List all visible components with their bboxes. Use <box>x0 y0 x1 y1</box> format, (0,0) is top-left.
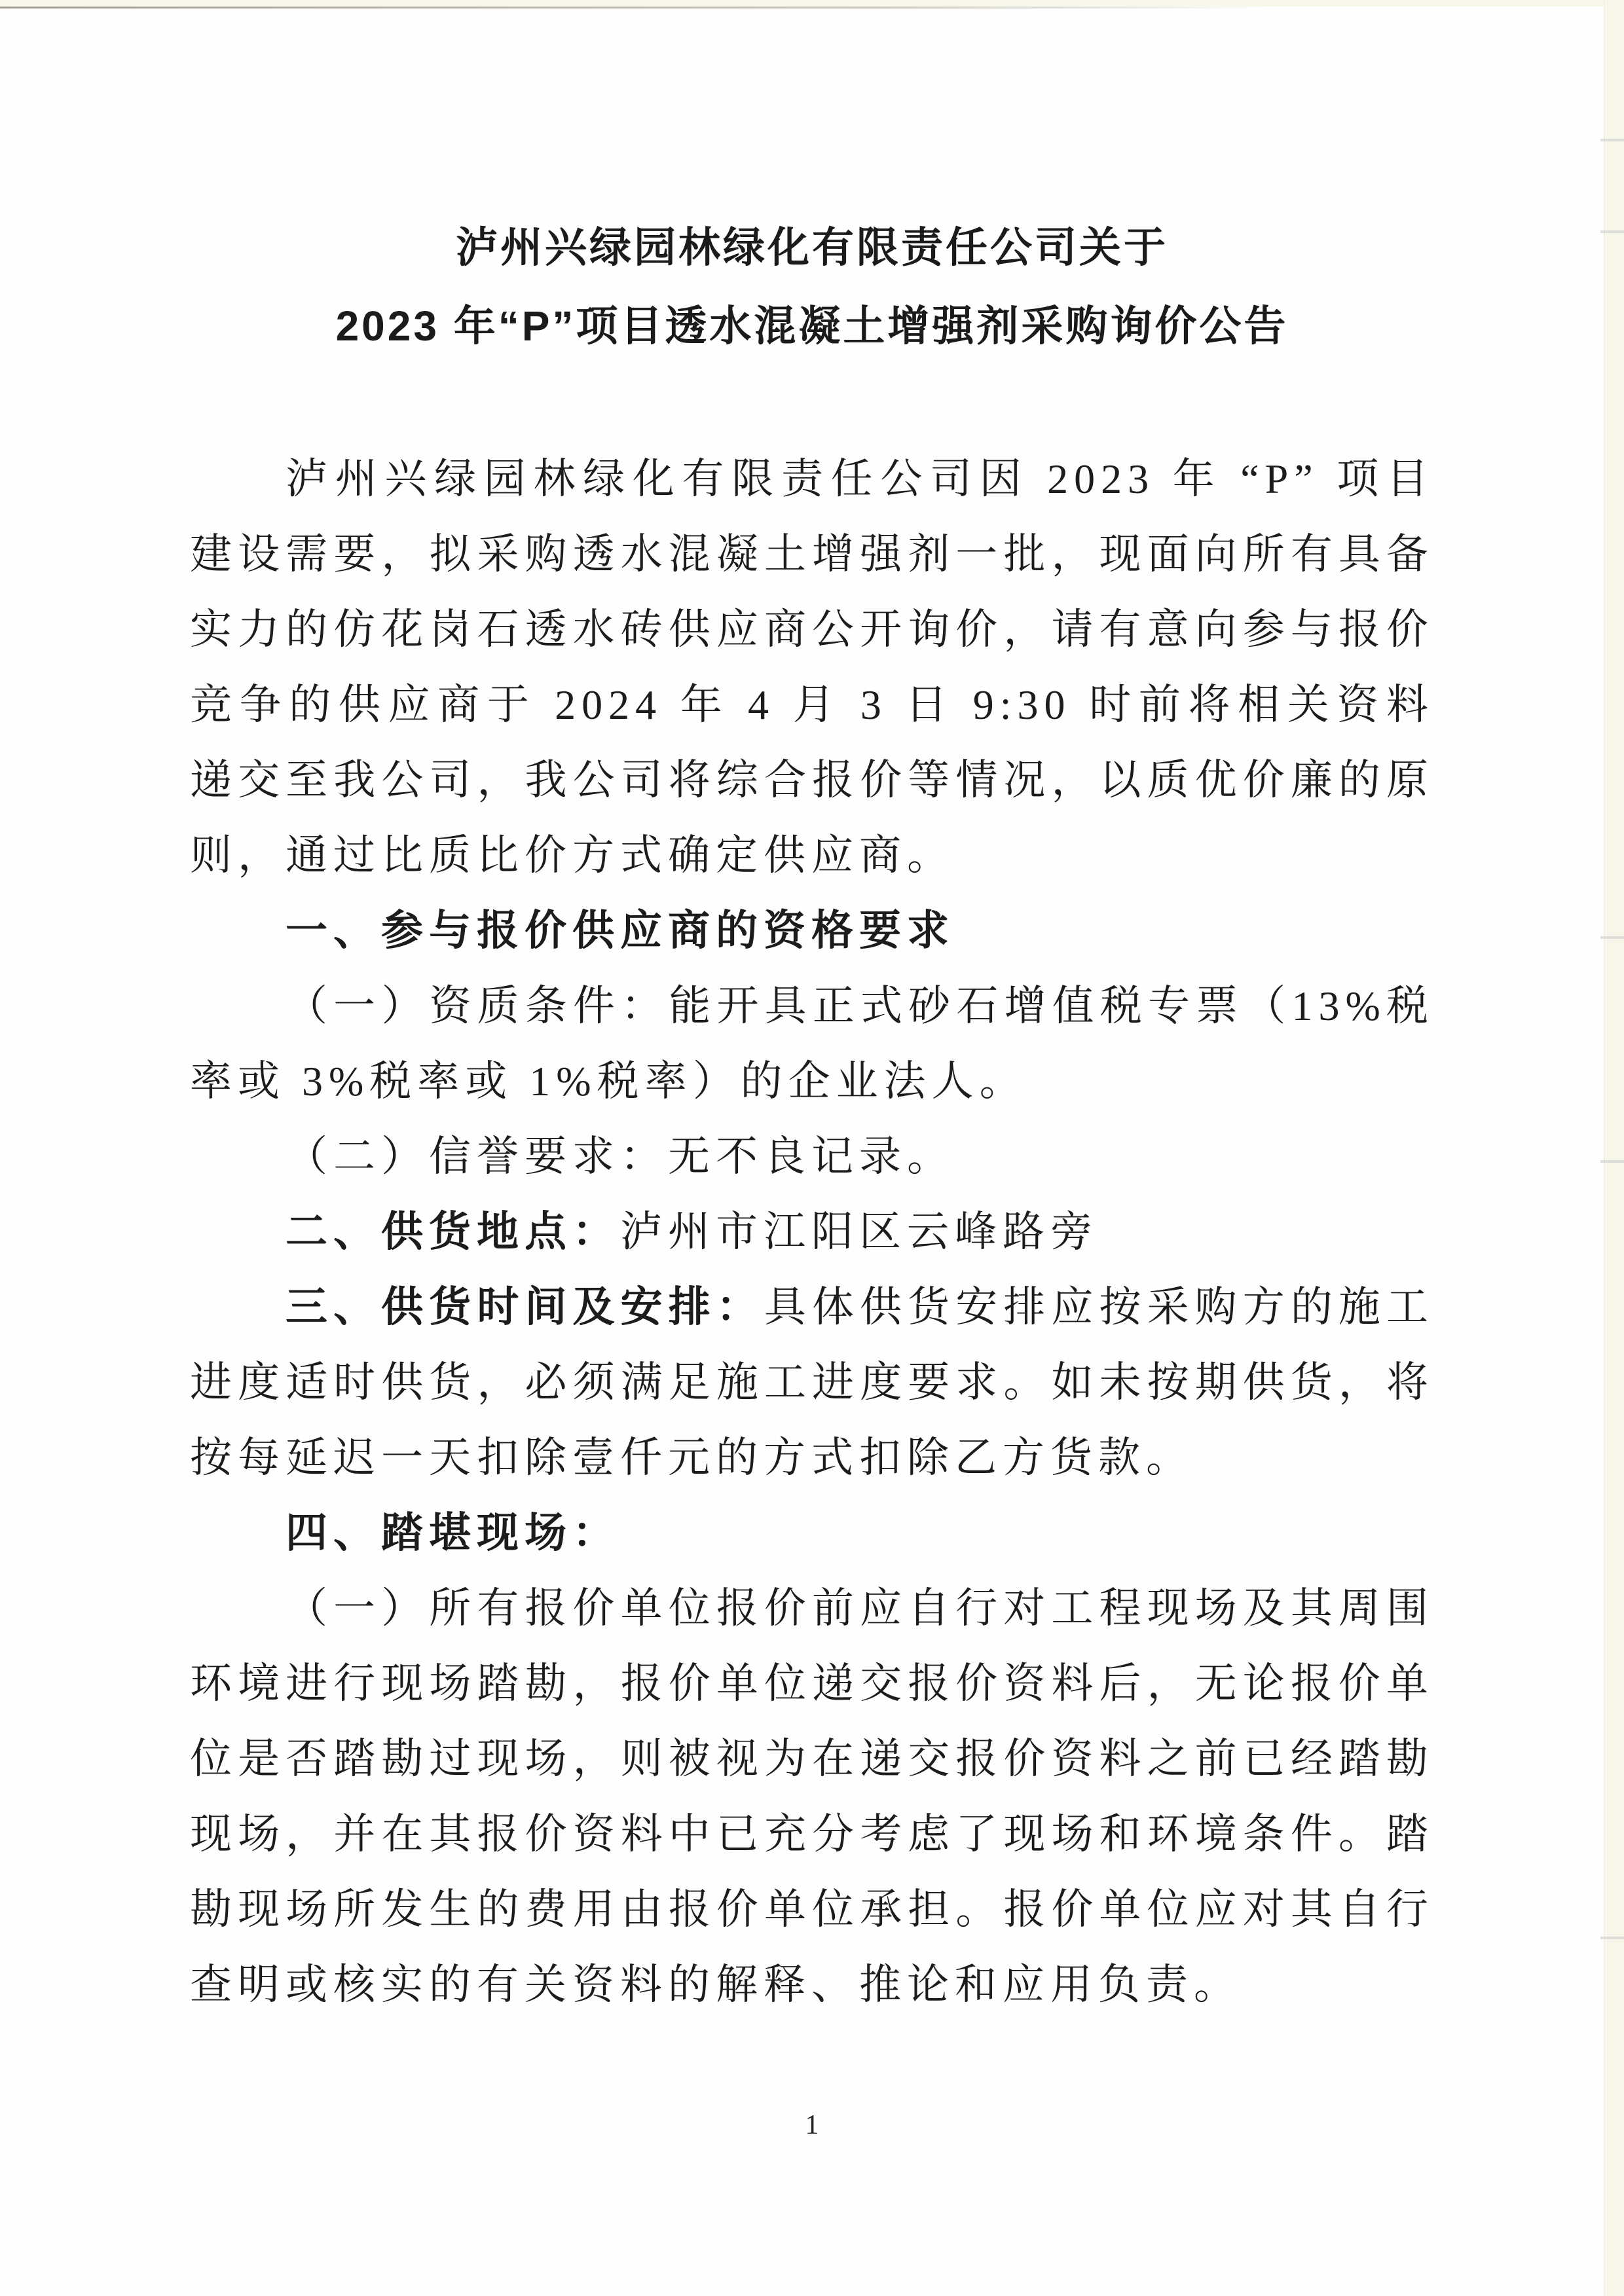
paragraph-reputation: （二）信誉要求：无不良记录。 <box>286 1133 955 1180</box>
paragraph-site-survey: （一）所有报价单位报价前应自行对工程现场及其周围环境进行现场踏勘，报价单位递交报价资料后，无论报价单位是否踏勘过现场，则被视为在递交报价资料之前已经踏勘现场，并在其报价资料中已充分考虑了现场和环境条件。踏勘现场所发生的费用由报价单位承担。报价单位应对其自行查明或核实的有关资料的解释、推论和应用负责。 <box>190 1585 1434 2008</box>
delivery-location-text: 泸州市江阳区云峰路旁 <box>620 1209 1098 1255</box>
page-number: 1 <box>805 2110 819 2140</box>
paragraph-delivery-time <box>190 1269 1434 1495</box>
section-heading-3-lead: 三、供货时间及安排： <box>286 1283 764 1330</box>
scan-artifact <box>1600 1160 1624 1163</box>
scan-artifact <box>1600 936 1624 939</box>
scan-top-edge-line <box>0 7 1266 9</box>
delivery-time-text: 具体供货安排应按采购方的施工进度适时供货，必须满足施工进度要求。如未按期供货，将按每延迟一天扣除壹仟元的方式扣除乙方货款。 <box>190 1284 1435 1481</box>
paragraph-delivery-location <box>190 1194 1434 1269</box>
section-heading-1: 一、参与报价供应商的资格要求 <box>286 907 955 954</box>
document-body <box>190 441 1434 2022</box>
section-heading-4: 四、踏堪现场： <box>286 1509 620 1556</box>
section-heading-2-lead: 二、供货地点： <box>286 1208 620 1255</box>
scan-artifact <box>1600 1937 1624 1939</box>
title-line-1: 泸州兴绿园林绿化有限责任公司关于 <box>456 224 1168 271</box>
scan-top-edge <box>0 0 1624 7</box>
scan-artifact <box>1600 139 1624 141</box>
paragraph-intro: 泸州兴绿园林绿化有限责任公司因 2023 年 “P” 项目建设需要，拟采购透水混凝土增强剂一批，现面向所有具备实力的仿花岗石透水砖供应商公开询价，请有意向参与报价竞争的供应商于 2024 年 4 月 3 日 9:30 时前将相关资料递交至我公司，我公司将综合报价等情况，以质优价廉的原则，通过比质比价方式确定供应商。 <box>190 456 1434 879</box>
title-line-2: 2023 年“P”项目透水混凝土增强剂采购询价公告 <box>335 302 1289 350</box>
paragraph-qualification: （一）资质条件：能开具正式砂石增值税专票（13%税率或 3%税率或 1%税率）的企业法人。 <box>190 983 1434 1104</box>
document-title <box>0 208 1624 365</box>
